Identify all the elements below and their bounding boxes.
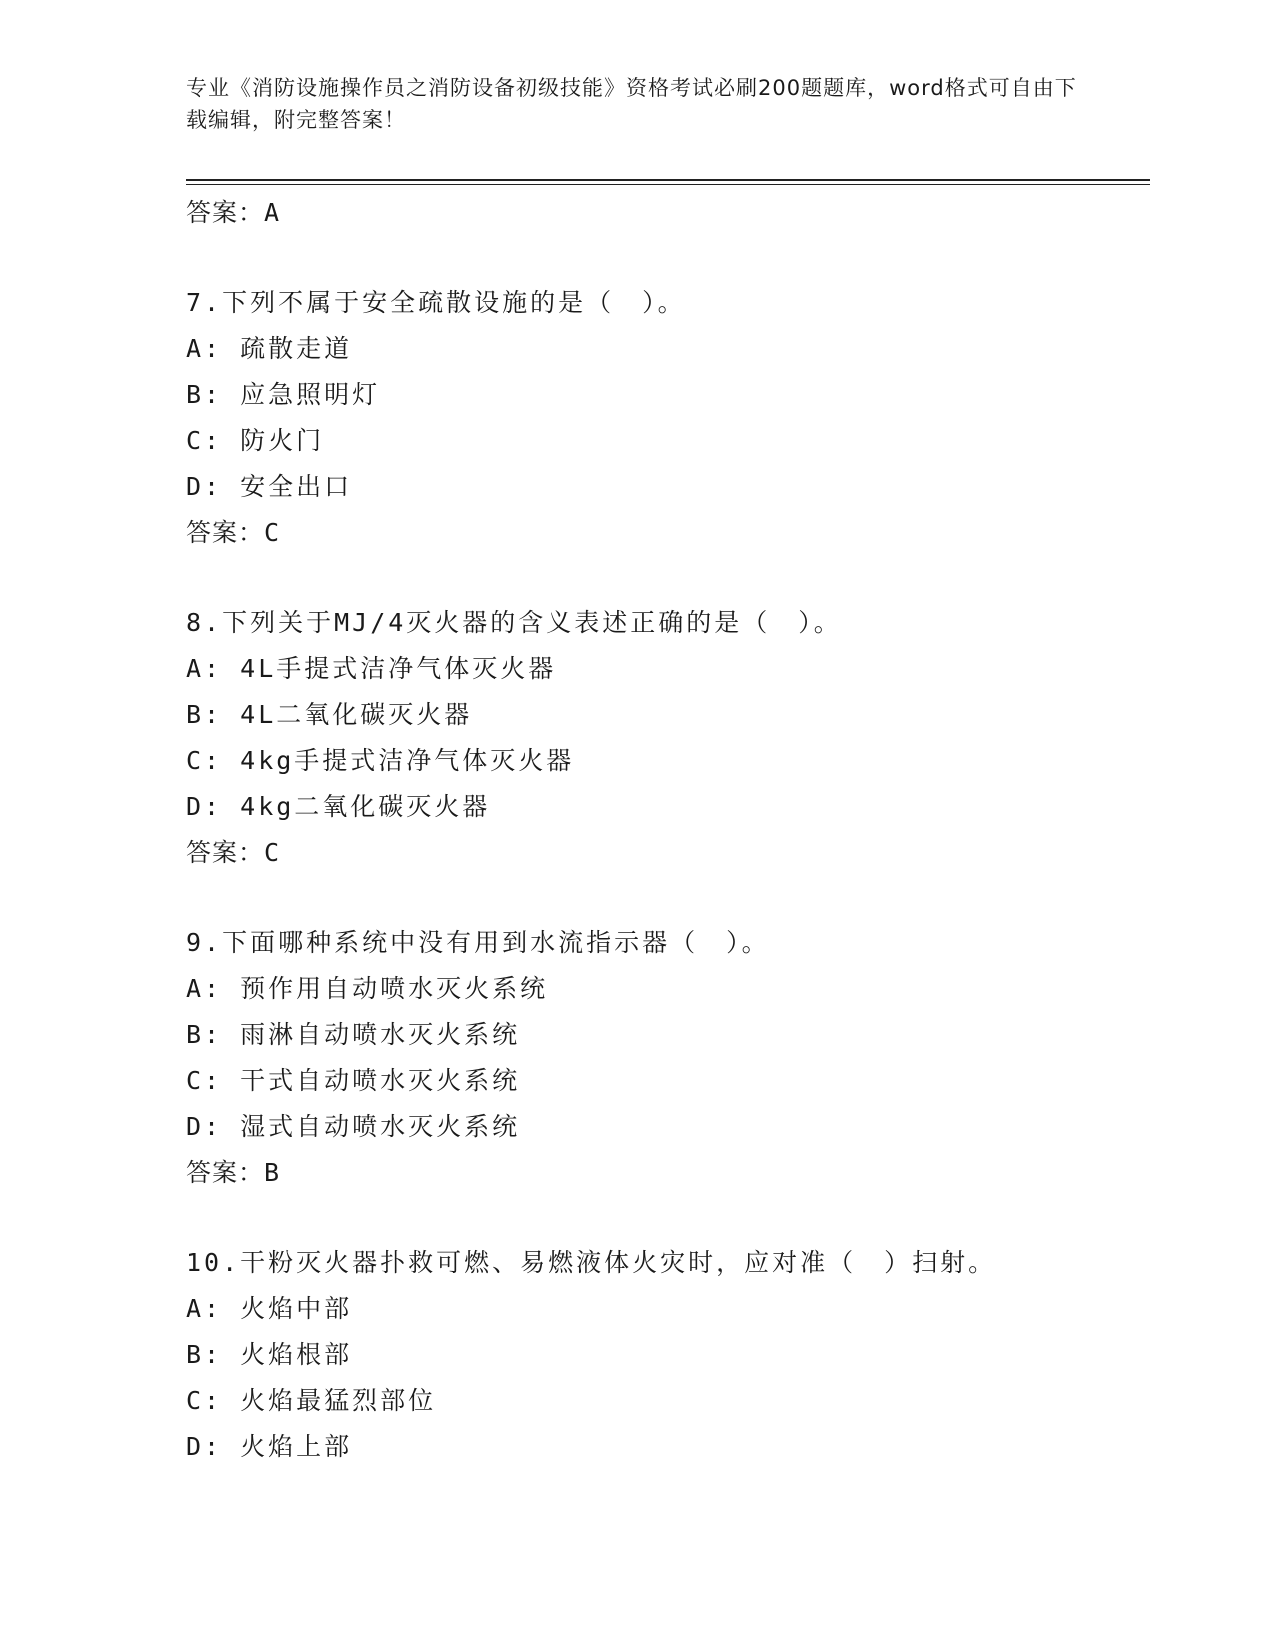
question-item	[186, 920, 1146, 1196]
answer-line: 答案：A	[186, 198, 281, 227]
option-b: B: 火焰根部	[186, 1340, 353, 1369]
option-a: A: 疏散走道	[186, 334, 353, 363]
option-c: C: 干式自动喷水灭火系统	[186, 1066, 521, 1095]
answer-line: 答案：B	[186, 1158, 281, 1187]
question-stem: 10.干粉灭火器扑救可燃、易燃液体火灾时，应对准（ ）扫射。	[186, 1248, 997, 1277]
option-a: A: 火焰中部	[186, 1294, 353, 1323]
option-c: C: 防火门	[186, 426, 325, 455]
option-b: B: 雨淋自动喷水灭火系统	[186, 1020, 521, 1049]
option-b: B: 4L二氧化碳灭火器	[186, 700, 473, 729]
option-c: C: 火焰最猛烈部位	[186, 1386, 437, 1415]
option-a: A: 预作用自动喷水灭火系统	[186, 974, 549, 1003]
option-b: B: 应急照明灯	[186, 380, 381, 409]
option-d: D: 4kg二氧化碳灭火器	[186, 792, 491, 821]
question-list	[186, 190, 1146, 1470]
option-d: D: 湿式自动喷水灭火系统	[186, 1112, 521, 1141]
question-stem: 7.下列不属于安全疏散设施的是（ ）。	[186, 288, 686, 317]
header-divider	[186, 179, 1150, 181]
option-d: D: 安全出口	[186, 472, 353, 501]
answer-line: 答案：C	[186, 518, 281, 547]
question-item	[186, 280, 1146, 556]
document-header: 专业《消防设施操作员之消防设备初级技能》资格考试必刷200题题库，word格式可自由下载编辑，附完整答案！	[186, 76, 1077, 132]
option-a: A: 4L手提式洁净气体灭火器	[186, 654, 557, 683]
question-stem: 8.下列关于MJ/4灭火器的含义表述正确的是（ ）。	[186, 608, 842, 637]
option-c: C: 4kg手提式洁净气体灭火器	[186, 746, 575, 775]
header-divider-thin	[186, 184, 1150, 185]
question-item	[186, 1240, 1146, 1470]
answer-line: 答案：C	[186, 838, 281, 867]
option-d: D: 火焰上部	[186, 1432, 353, 1461]
question-item	[186, 600, 1146, 876]
question-stem: 9.下面哪种系统中没有用到水流指示器（ ）。	[186, 928, 770, 957]
